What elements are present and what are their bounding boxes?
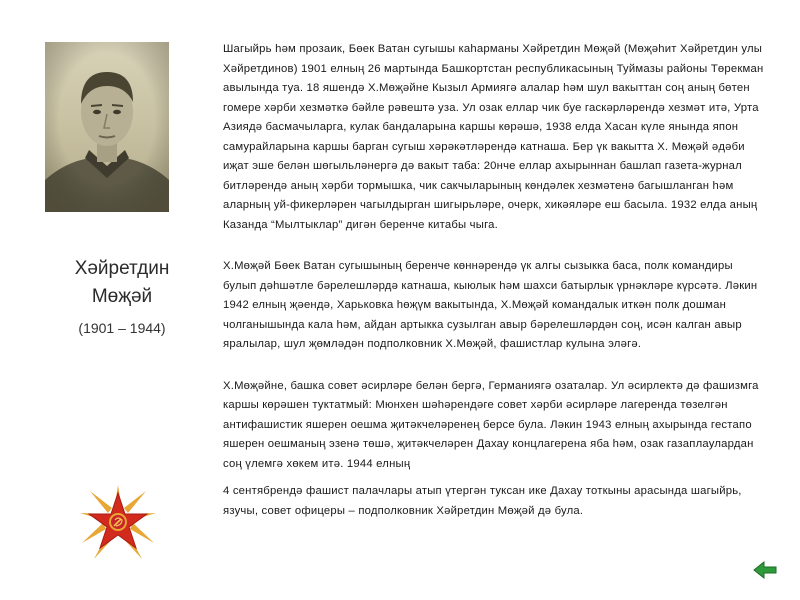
- back-arrow-icon: [752, 560, 778, 580]
- biography-paragraph: Шагыйрь һәм прозаик, Бөек Ватан сугышы каһарманы Хәйретдин Мөҗәй (Мөҗәһит Хәйретдин улы Хәйретдинов) 1901 елның 26 мартында Башкортстан республикасының Туймазы районы Төрекман авылында туа. 18 яшендә Х.Мөҗәйне Кызыл Армиягә алалар һәм шул вакыттан соң аның бөтен гомере хәрби хезмәткә бәйле рәвештә уза. Ул озак еллар чик буе гаскәрләрендә хезмәт итә, Урта Азиядә басмачыларга, кулак бандаларына каршы көрәшә, 1938 елда Хасан күле янында япон самурайларына каршы барган сугыш хәрәкәтләрендә катнаша. Бер үк вакытта Х. Мөҗәй әдәби иҗат эше белән шөгыльләнергә дә вакыт таба: 20нче еллар ахырыннан башлап газета-журнал битләрендә аның хәрби тормышка, чик сакчыларының көндәлек хезмәтенә багышланган һәм аларның уй-фикерләрен чагылдырган шигырьләре, очерк, хикәяләре еш басыла. 1932 елда аның Казанда “Мылтыклар” дигән беренче китабы чыга.: [223, 43, 764, 231]
- person-years: (1901 – 1944): [78, 320, 166, 336]
- person-last-name: Мөҗәй: [91, 286, 153, 307]
- biography-paragraph: Х.Мөҗәйне, башка совет әсирләре белән бергә, Германиягә озаталар. Ул әсирлектә дә фашизмга каршы көрәшен туктатмый: Мюнхен шәһәрендәге совет хәрби әсирләре лагеренда төзелгән антифашистик яшерен оешма җитәкчеләренең берсе була. Ләкин 1943 елның ахырында гестапо яшерен оешманың эзенә төшә, җитәкчеләрен Дахау концлагерена яба һәм, озак газаплаулардан соң үлемгә хөкем итә. 1944 елның: [223, 379, 759, 470]
- biography-paragraph: Х.Мөҗәй Бөек Ватан сугышының беренче көннәрендә үк алгы сызыкка баса, полк командиры булып дәһшәтле бәрелешләрдә катнаша, кыюлык һәм шахси батырлык үрнәкләре күрсәтә. Ләкин 1942 елның җәендә, Харьковка һөҗүм вакытында, Х.Мөҗәй командалык иткән полк дошман чолганышында кала һәм, айдан артыкка сузылган авыр бәрелешләрдән соң, исән калган авыр яралылар, шул җөмләдән подполковник Х.Мөҗәй, фашистлар кулына эләгә.: [223, 260, 758, 350]
- biography-paragraph: 4 сентябрендә фашист палачлары атып үтергән туксан ике Дахау тоткыны арасында шагыйрь, язучы, совет офицеры – подполковник Хәйретдин Мөҗәй дә була.: [223, 485, 742, 517]
- person-name: [55, 255, 189, 311]
- biography-text: [223, 40, 768, 521]
- red-star-medal-icon: [78, 483, 158, 563]
- portrait-photo: [45, 42, 169, 212]
- person-first-name: Хәйретдин: [74, 258, 170, 279]
- back-button[interactable]: [752, 560, 778, 580]
